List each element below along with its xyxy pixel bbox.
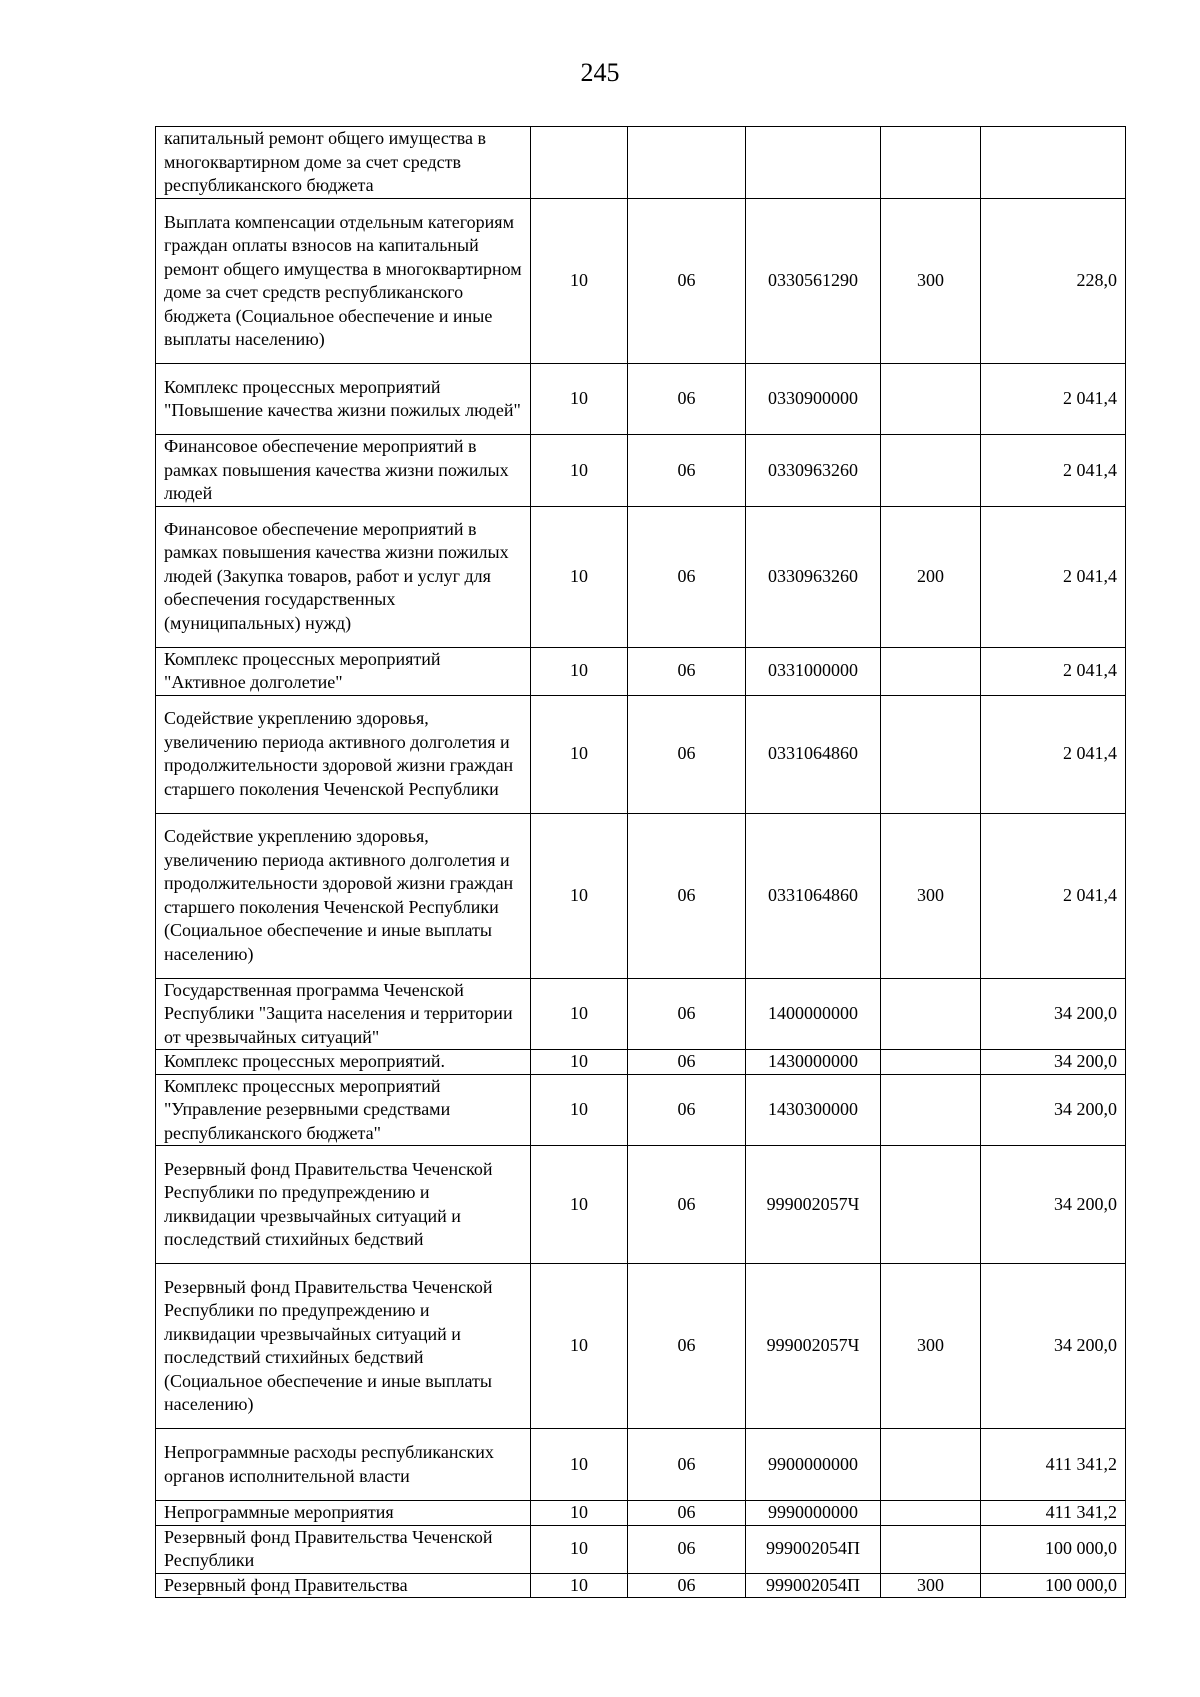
row-amount-cell: 2 041,4 bbox=[981, 435, 1126, 507]
row-subsection-cell: 06 bbox=[628, 364, 746, 435]
row-subsection-cell: 06 bbox=[628, 813, 746, 978]
row-subsection-cell: 06 bbox=[628, 1501, 746, 1526]
row-name-cell: Комплекс процессных мероприятий "Управление резервными средствами республиканского бюджета" bbox=[156, 1074, 531, 1146]
row-name-cell: Резервный фонд Правительства Чеченской Республики по предупреждению и ликвидации чрезвычайных ситуаций и последствий стихийных бедствий (Социальное обеспечение и иные выплаты населению) bbox=[156, 1264, 531, 1429]
row-section-cell: 10 bbox=[531, 506, 628, 647]
row-amount-cell: 2 041,4 bbox=[981, 364, 1126, 435]
row-amount-cell: 34 200,0 bbox=[981, 1050, 1126, 1075]
row-expense-type-cell bbox=[881, 435, 981, 507]
row-target-code-cell: 999002054П bbox=[746, 1525, 881, 1573]
row-target-code-cell: 1400000000 bbox=[746, 978, 881, 1050]
row-subsection-cell: 06 bbox=[628, 1074, 746, 1146]
row-target-code-cell: 0330561290 bbox=[746, 199, 881, 364]
row-subsection-cell: 06 bbox=[628, 1573, 746, 1598]
row-section-cell: 10 bbox=[531, 1074, 628, 1146]
row-name-cell: Содействие укреплению здоровья, увеличению периода активного долголетия и продолжительности здоровой жизни граждан старшего поколения Чеченской Республики bbox=[156, 695, 531, 813]
row-subsection-cell: 06 bbox=[628, 1264, 746, 1429]
budget-table bbox=[155, 126, 1126, 1598]
row-target-code-cell: 9900000000 bbox=[746, 1429, 881, 1501]
row-name-cell: Финансовое обеспечение мероприятий в рамках повышения качества жизни пожилых людей (Закупка товаров, работ и услуг для обеспечения государственных (муниципальных) нужд) bbox=[156, 506, 531, 647]
row-expense-type-cell bbox=[881, 364, 981, 435]
row-section-cell: 10 bbox=[531, 1050, 628, 1075]
row-target-code-cell: 0331000000 bbox=[746, 647, 881, 695]
row-expense-type-cell bbox=[881, 1146, 981, 1264]
row-expense-type-cell: 300 bbox=[881, 813, 981, 978]
row-target-code-cell: 999002054П bbox=[746, 1573, 881, 1598]
row-expense-type-cell bbox=[881, 1501, 981, 1526]
table-row bbox=[156, 647, 1126, 695]
row-subsection-cell: 06 bbox=[628, 1050, 746, 1075]
table-row bbox=[156, 1573, 1126, 1598]
row-name-cell: Резервный фонд Правительства bbox=[156, 1573, 531, 1598]
row-subsection-cell: 06 bbox=[628, 695, 746, 813]
row-target-code-cell: 999002057Ч bbox=[746, 1146, 881, 1264]
row-name-cell: Выплата компенсации отдельным категориям граждан оплаты взносов на капитальный ремонт общего имущества в многоквартирном доме за счет средств республиканского бюджета (Социальное обеспечение и иные выплаты населению) bbox=[156, 199, 531, 364]
row-section-cell bbox=[531, 127, 628, 199]
row-subsection-cell: 06 bbox=[628, 1429, 746, 1501]
row-section-cell: 10 bbox=[531, 1429, 628, 1501]
row-section-cell: 10 bbox=[531, 813, 628, 978]
row-target-code-cell: 1430300000 bbox=[746, 1074, 881, 1146]
row-name-cell: Непрограммные расходы республиканских органов исполнительной власти bbox=[156, 1429, 531, 1501]
table-row bbox=[156, 1074, 1126, 1146]
row-name-cell: Резервный фонд Правительства Чеченской Республики по предупреждению и ликвидации чрезвычайных ситуаций и последствий стихийных бедствий bbox=[156, 1146, 531, 1264]
row-subsection-cell: 06 bbox=[628, 435, 746, 507]
row-section-cell: 10 bbox=[531, 1525, 628, 1573]
row-expense-type-cell bbox=[881, 1525, 981, 1573]
row-target-code-cell: 0330963260 bbox=[746, 506, 881, 647]
table-row bbox=[156, 1429, 1126, 1501]
page-number: 245 bbox=[580, 58, 620, 87]
budget-table-body bbox=[156, 127, 1126, 1598]
row-expense-type-cell bbox=[881, 978, 981, 1050]
table-row bbox=[156, 506, 1126, 647]
row-amount-cell: 34 200,0 bbox=[981, 1074, 1126, 1146]
table-row bbox=[156, 1264, 1126, 1429]
row-section-cell: 10 bbox=[531, 435, 628, 507]
row-section-cell: 10 bbox=[531, 695, 628, 813]
row-section-cell: 10 bbox=[531, 1146, 628, 1264]
row-name-cell: Комплекс процессных мероприятий "Активное долголетие" bbox=[156, 647, 531, 695]
row-target-code-cell: 0330900000 bbox=[746, 364, 881, 435]
row-amount-cell bbox=[981, 127, 1126, 199]
table-row bbox=[156, 695, 1126, 813]
row-amount-cell: 2 041,4 bbox=[981, 647, 1126, 695]
row-target-code-cell: 1430000000 bbox=[746, 1050, 881, 1075]
row-subsection-cell: 06 bbox=[628, 1525, 746, 1573]
row-subsection-cell: 06 bbox=[628, 199, 746, 364]
row-subsection-cell: 06 bbox=[628, 978, 746, 1050]
row-section-cell: 10 bbox=[531, 1264, 628, 1429]
row-amount-cell: 100 000,0 bbox=[981, 1573, 1126, 1598]
row-name-cell: Финансовое обеспечение мероприятий в рамках повышения качества жизни пожилых людей bbox=[156, 435, 531, 507]
row-subsection-cell bbox=[628, 127, 746, 199]
row-name-cell: Резервный фонд Правительства Чеченской Республики bbox=[156, 1525, 531, 1573]
table-row bbox=[156, 978, 1126, 1050]
row-target-code-cell: 999002057Ч bbox=[746, 1264, 881, 1429]
table-row bbox=[156, 1050, 1126, 1075]
row-section-cell: 10 bbox=[531, 1501, 628, 1526]
row-target-code-cell bbox=[746, 127, 881, 199]
row-amount-cell: 2 041,4 bbox=[981, 813, 1126, 978]
row-amount-cell: 2 041,4 bbox=[981, 695, 1126, 813]
row-name-cell: капитальный ремонт общего имущества в многоквартирном доме за счет средств республиканского бюджета bbox=[156, 127, 531, 199]
row-name-cell: Содействие укреплению здоровья, увеличению периода активного долголетия и продолжительности здоровой жизни граждан старшего поколения Чеченской Республики (Социальное обеспечение и иные выплаты населению) bbox=[156, 813, 531, 978]
row-amount-cell: 34 200,0 bbox=[981, 1146, 1126, 1264]
row-expense-type-cell: 200 bbox=[881, 506, 981, 647]
table-row bbox=[156, 1525, 1126, 1573]
row-name-cell: Государственная программа Чеченской Республики "Защита населения и территории от чрезвычайных ситуаций" bbox=[156, 978, 531, 1050]
row-expense-type-cell: 300 bbox=[881, 1264, 981, 1429]
row-section-cell: 10 bbox=[531, 364, 628, 435]
row-amount-cell: 411 341,2 bbox=[981, 1501, 1126, 1526]
row-expense-type-cell bbox=[881, 1429, 981, 1501]
row-amount-cell: 100 000,0 bbox=[981, 1525, 1126, 1573]
row-section-cell: 10 bbox=[531, 978, 628, 1050]
row-subsection-cell: 06 bbox=[628, 647, 746, 695]
row-expense-type-cell: 300 bbox=[881, 1573, 981, 1598]
row-amount-cell: 34 200,0 bbox=[981, 978, 1126, 1050]
row-subsection-cell: 06 bbox=[628, 1146, 746, 1264]
table-row bbox=[156, 813, 1126, 978]
table-row bbox=[156, 127, 1126, 199]
table-row bbox=[156, 1146, 1126, 1264]
table-row bbox=[156, 199, 1126, 364]
row-section-cell: 10 bbox=[531, 1573, 628, 1598]
row-amount-cell: 411 341,2 bbox=[981, 1429, 1126, 1501]
row-expense-type-cell bbox=[881, 127, 981, 199]
row-amount-cell: 34 200,0 bbox=[981, 1264, 1126, 1429]
row-section-cell: 10 bbox=[531, 199, 628, 364]
row-target-code-cell: 0330963260 bbox=[746, 435, 881, 507]
row-expense-type-cell: 300 bbox=[881, 199, 981, 364]
row-target-code-cell: 0331064860 bbox=[746, 695, 881, 813]
row-subsection-cell: 06 bbox=[628, 506, 746, 647]
row-section-cell: 10 bbox=[531, 647, 628, 695]
row-name-cell: Комплекс процессных мероприятий. bbox=[156, 1050, 531, 1075]
row-target-code-cell: 9990000000 bbox=[746, 1501, 881, 1526]
table-row bbox=[156, 435, 1126, 507]
row-expense-type-cell bbox=[881, 695, 981, 813]
row-target-code-cell: 0331064860 bbox=[746, 813, 881, 978]
row-name-cell: Непрограммные мероприятия bbox=[156, 1501, 531, 1526]
row-amount-cell: 228,0 bbox=[981, 199, 1126, 364]
row-name-cell: Комплекс процессных мероприятий "Повышение качества жизни пожилых людей" bbox=[156, 364, 531, 435]
row-expense-type-cell bbox=[881, 1074, 981, 1146]
row-expense-type-cell bbox=[881, 647, 981, 695]
table-row bbox=[156, 1501, 1126, 1526]
row-expense-type-cell bbox=[881, 1050, 981, 1075]
row-amount-cell: 2 041,4 bbox=[981, 506, 1126, 647]
table-row bbox=[156, 364, 1126, 435]
